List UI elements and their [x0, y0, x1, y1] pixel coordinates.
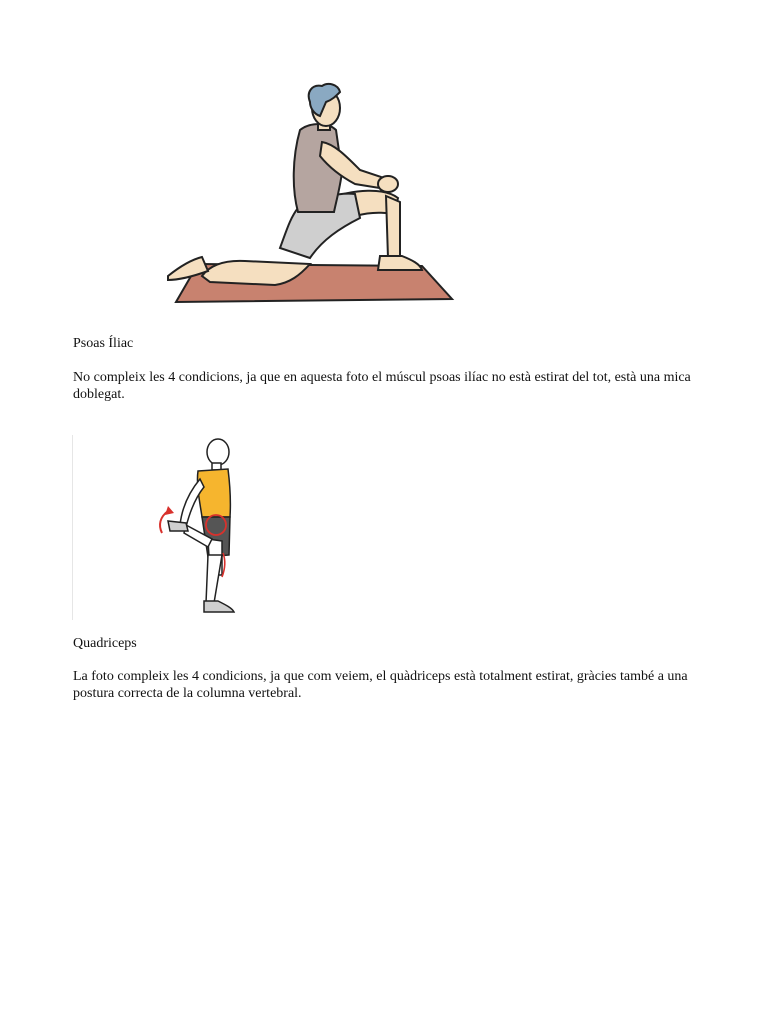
quadriceps-stretch-drawing — [72, 435, 252, 620]
description-quadriceps: La foto compleix les 4 condicions, ja que com veiem, el quàdriceps està totalment estirat, gràcies també a una postura correcta de la columna vertebral. — [73, 669, 688, 701]
front-shin — [386, 196, 400, 258]
image-border — [72, 435, 73, 620]
hands — [378, 176, 398, 192]
head — [207, 439, 229, 465]
yellow-shirt — [197, 469, 230, 517]
quadriceps-stretch-illustration — [72, 435, 252, 620]
description-psoas: No compleix les 4 condicions, ja que en aquesta foto el múscul psoas ilíac no està estirat del tot, està una mica doblegat. — [73, 370, 691, 402]
front-foot — [378, 256, 422, 270]
motion-arrow-head — [165, 506, 174, 515]
caption-quadriceps: Quadriceps — [73, 636, 137, 651]
psoas-stretch-illustration — [150, 80, 470, 310]
standing-shoe — [204, 601, 234, 612]
caption-psoas: Psoas Íliac — [73, 336, 134, 351]
psoas-stretch-drawing — [150, 80, 470, 310]
standing-leg — [206, 555, 222, 603]
held-foot — [168, 521, 188, 531]
